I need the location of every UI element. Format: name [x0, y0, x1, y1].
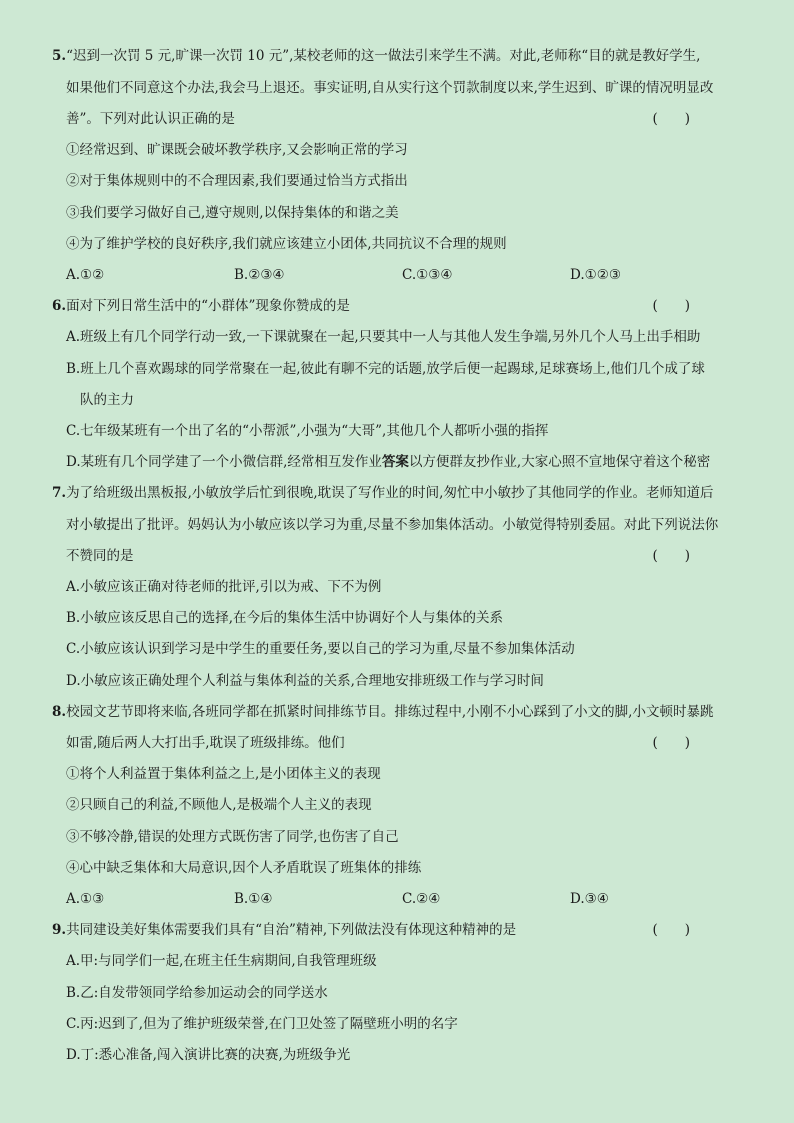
q6-option-c: C.七年级某班有一个出了名的“小帮派”,小强为“大哥”,其他几个人都听小强的指挥	[66, 423, 549, 439]
q6-option-b-line-1: B.班上几个喜欢踢球的同学常聚在一起,彼此有聊不完的话题,放学后便一起踢球,足球赛场上,他们几个成了球	[66, 361, 705, 377]
q8-number: 8.	[52, 704, 67, 720]
q5-option-c: C.①③④	[402, 267, 453, 283]
q5-option-a: A.①②	[66, 267, 105, 283]
q5-option-d: D.①②③	[570, 267, 621, 283]
q5-line-2: 如果他们不同意这个办法,我会马上退还。事实证明,自从实行这个罚款制度以来,学生迟到、旷课的情况明显改	[66, 80, 714, 96]
q7-stem-3: 不赞同的是	[66, 548, 134, 564]
q6-option-d	[66, 452, 746, 472]
q5-line-1	[52, 46, 746, 66]
q8-answer-bracket: ( )	[652, 735, 690, 751]
q8-option-c: C.②④	[402, 891, 441, 907]
q8-line-2	[66, 733, 746, 753]
q8-option-a: A.①③	[66, 891, 105, 907]
q7-number: 7.	[52, 485, 67, 501]
q6-stem: 面对下列日常生活中的“小群体”现象你赞成的是	[66, 298, 350, 314]
q5-statement-1: ①经常迟到、旷课既会破坏教学秩序,又会影响正常的学习	[66, 142, 408, 158]
q9-stem: 共同建设美好集体需要我们具有“自治”精神,下列做法没有体现这种精神的是	[66, 922, 517, 938]
q8-option-d: D.③④	[570, 891, 609, 907]
q5-answer-bracket: ( )	[652, 111, 690, 127]
q7-option-d: D.小敏应该正确处理个人利益与集体利益的关系,合理地安排班级工作与学习时间	[66, 673, 544, 689]
q9-option-a: A.甲:与同学们一起,在班主任生病期间,自我管理班级	[66, 953, 377, 969]
q5-statement-2: ②对于集体规则中的不合理因素,我们要通过恰当方式指出	[66, 173, 408, 189]
q7-option-b: B.小敏应该反思自己的选择,在今后的集体生活中协调好个人与集体的关系	[66, 610, 504, 626]
q9-line-1	[52, 920, 746, 940]
q5-option-b: B.②③④	[234, 267, 285, 283]
q7-option-c: C.小敏应该认识到学习是中学生的重要任务,要以自己的学习为重,尽量不参加集体活动	[66, 641, 575, 657]
q7-stem-1: 为了给班级出黑板报,小敏放学后忙到很晚,耽误了写作业的时间,匆忙中小敏抄了其他同学的作业。老师知道后	[66, 485, 714, 501]
q5-options	[66, 265, 746, 285]
q9-number: 9.	[52, 922, 67, 938]
q5-number: 5.	[52, 48, 67, 64]
q5-stem-3: 善”。下列对此认识正确的是	[66, 111, 235, 127]
q8-statement-4: ④心中缺乏集体和大局意识,因个人矛盾耽误了班集体的排练	[66, 860, 422, 876]
q8-line-1	[52, 702, 746, 722]
answer-watermark-text: 答案	[381, 454, 409, 470]
q6-answer-bracket: ( )	[652, 298, 690, 314]
q8-option-b: B.①④	[234, 891, 273, 907]
q8-statement-3: ③不够冷静,错误的处理方式既伤害了同学,也伤害了自己	[66, 829, 399, 845]
q6-option-a: A.班级上有几个同学行动一致,一下课就聚在一起,只要其中一人与其他人发生争端,另外几个人马上出手相助	[66, 329, 701, 345]
q6-option-b-line-2: 队的主力	[80, 392, 134, 408]
q6-number: 6.	[52, 298, 67, 314]
q8-statement-1: ①将个人利益置于集体利益之上,是小团体主义的表现	[66, 766, 381, 782]
q5-stem-1: “迟到一次罚 5 元,旷课一次罚 10 元”,某校老师的这一做法引来学生不满。对此,老师称“目的就是教好学生,	[66, 48, 701, 64]
q7-answer-bracket: ( )	[652, 548, 690, 564]
q9-option-b: B.乙:自发带领同学给参加运动会的同学送水	[66, 985, 328, 1001]
q5-line-3	[66, 109, 746, 129]
q9-option-d: D.丁:悉心准备,闯入演讲比赛的决赛,为班级争光	[66, 1047, 351, 1063]
q6-option-d-text-2: 以方便群友抄作业,大家心照不宣地保守着这个秘密	[408, 454, 711, 470]
q7-option-a: A.小敏应该正确对待老师的批评,引以为戒、下不为例	[66, 579, 382, 595]
q7-line-2: 对小敏提出了批评。妈妈认为小敏应该以学习为重,尽量不参加集体活动。小敏觉得特别委屈。对此下列说法你	[66, 517, 719, 533]
q5-statement-3: ③我们要学习做好自己,遵守规则,以保持集体的和谐之美	[66, 205, 399, 221]
q8-stem-2: 如雷,随后两人大打出手,耽误了班级排练。他们	[66, 735, 345, 751]
q5-statement-4: ④为了维护学校的良好秩序,我们就应该建立小团体,共同抗议不合理的规则	[66, 236, 507, 252]
q7-line-1	[52, 483, 746, 503]
q6-option-d-text-1: D.某班有几个同学建了一个小微信群,经常相互发作业	[66, 454, 382, 470]
q9-answer-bracket: ( )	[652, 922, 690, 938]
q9-option-c: C.丙:迟到了,但为了维护班级荣誉,在门卫处签了隔壁班小明的名字	[66, 1016, 458, 1032]
q7-line-3	[66, 546, 746, 566]
q8-stem-1: 校园文艺节即将来临,各班同学都在抓紧时间排练节目。排练过程中,小刚不小心踩到了小文的脚,小文顿时暴跳	[66, 704, 714, 720]
q8-options	[66, 889, 746, 909]
q6-line-1	[52, 296, 746, 316]
q8-statement-2: ②只顾自己的利益,不顾他人,是极端个人主义的表现	[66, 797, 372, 813]
